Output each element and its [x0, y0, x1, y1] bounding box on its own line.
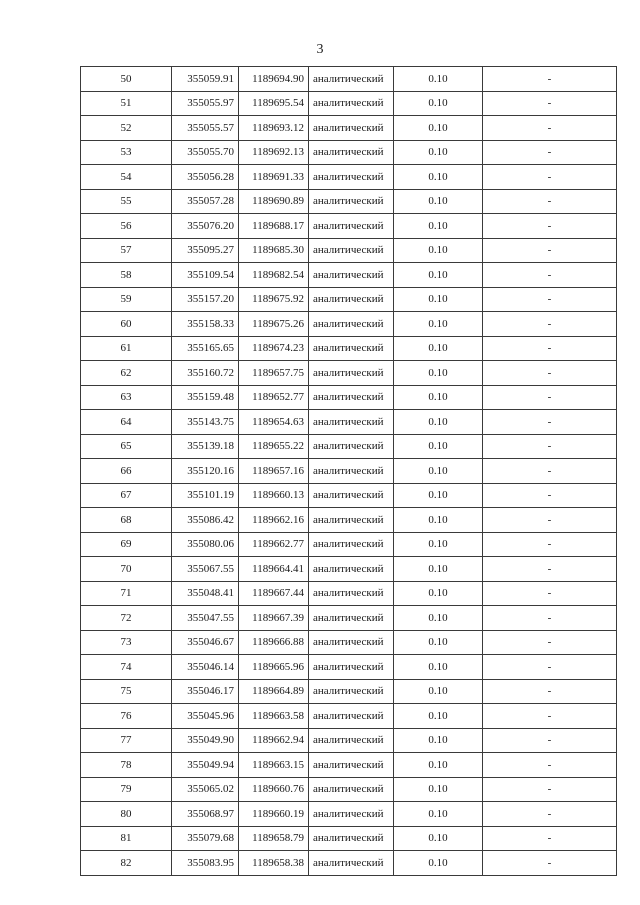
table-row [81, 91, 617, 116]
accuracy-cell: 0.10 [394, 67, 483, 92]
coord-x-cell: 355046.17 [172, 679, 239, 704]
method-cell: аналитический [309, 581, 394, 606]
coord-y-cell: 1189652.77 [239, 385, 309, 410]
coord-y-cell: 1189695.54 [239, 91, 309, 116]
method-cell: аналитический [309, 728, 394, 753]
coord-y-cell: 1189658.79 [239, 826, 309, 851]
coord-x-cell: 355101.19 [172, 483, 239, 508]
point-number-cell: 51 [81, 91, 172, 116]
table-row [81, 140, 617, 165]
table-row [81, 410, 617, 435]
note-cell: - [483, 826, 617, 851]
coord-y-cell: 1189675.92 [239, 287, 309, 312]
coordinate-table [80, 66, 617, 876]
table-row [81, 704, 617, 729]
coord-y-cell: 1189693.12 [239, 116, 309, 141]
note-cell: - [483, 728, 617, 753]
table-row [81, 606, 617, 631]
coord-x-cell: 355055.70 [172, 140, 239, 165]
note-cell: - [483, 434, 617, 459]
method-cell: аналитический [309, 189, 394, 214]
point-number-cell: 66 [81, 459, 172, 484]
coord-y-cell: 1189694.90 [239, 67, 309, 92]
accuracy-cell: 0.10 [394, 826, 483, 851]
table-row [81, 336, 617, 361]
note-cell: - [483, 606, 617, 631]
coord-y-cell: 1189691.33 [239, 165, 309, 190]
coord-y-cell: 1189657.75 [239, 361, 309, 386]
note-cell: - [483, 655, 617, 680]
coord-x-cell: 355160.72 [172, 361, 239, 386]
table-row [81, 189, 617, 214]
accuracy-cell: 0.10 [394, 581, 483, 606]
note-cell: - [483, 704, 617, 729]
method-cell: аналитический [309, 238, 394, 263]
coord-x-cell: 355055.57 [172, 116, 239, 141]
table-row [81, 581, 617, 606]
coord-x-cell: 355095.27 [172, 238, 239, 263]
method-cell: аналитический [309, 91, 394, 116]
point-number-cell: 63 [81, 385, 172, 410]
method-cell: аналитический [309, 385, 394, 410]
point-number-cell: 72 [81, 606, 172, 631]
note-cell: - [483, 410, 617, 435]
coord-x-cell: 355045.96 [172, 704, 239, 729]
table-row [81, 532, 617, 557]
coord-y-cell: 1189690.89 [239, 189, 309, 214]
note-cell: - [483, 385, 617, 410]
table-row [81, 826, 617, 851]
note-cell: - [483, 802, 617, 827]
note-cell: - [483, 630, 617, 655]
table-row [81, 214, 617, 239]
accuracy-cell: 0.10 [394, 508, 483, 533]
method-cell: аналитический [309, 802, 394, 827]
coord-y-cell: 1189692.13 [239, 140, 309, 165]
coord-y-cell: 1189674.23 [239, 336, 309, 361]
note-cell: - [483, 189, 617, 214]
coord-x-cell: 355067.55 [172, 557, 239, 582]
note-cell: - [483, 557, 617, 582]
point-number-cell: 62 [81, 361, 172, 386]
accuracy-cell: 0.10 [394, 385, 483, 410]
note-cell: - [483, 851, 617, 876]
coord-x-cell: 355049.94 [172, 753, 239, 778]
table-row [81, 557, 617, 582]
coord-y-cell: 1189654.63 [239, 410, 309, 435]
point-number-cell: 77 [81, 728, 172, 753]
coord-x-cell: 355109.54 [172, 263, 239, 288]
point-number-cell: 70 [81, 557, 172, 582]
note-cell: - [483, 91, 617, 116]
coord-y-cell: 1189665.96 [239, 655, 309, 680]
table-row [81, 287, 617, 312]
note-cell: - [483, 214, 617, 239]
table-row [81, 459, 617, 484]
coord-y-cell: 1189660.76 [239, 777, 309, 802]
note-cell: - [483, 116, 617, 141]
method-cell: аналитический [309, 777, 394, 802]
method-cell: аналитический [309, 826, 394, 851]
method-cell: аналитический [309, 312, 394, 337]
point-number-cell: 52 [81, 116, 172, 141]
coord-x-cell: 355143.75 [172, 410, 239, 435]
accuracy-cell: 0.10 [394, 459, 483, 484]
coord-y-cell: 1189675.26 [239, 312, 309, 337]
point-number-cell: 59 [81, 287, 172, 312]
accuracy-cell: 0.10 [394, 679, 483, 704]
coord-y-cell: 1189660.13 [239, 483, 309, 508]
note-cell: - [483, 165, 617, 190]
coord-y-cell: 1189658.38 [239, 851, 309, 876]
note-cell: - [483, 336, 617, 361]
point-number-cell: 56 [81, 214, 172, 239]
coord-x-cell: 355049.90 [172, 728, 239, 753]
accuracy-cell: 0.10 [394, 630, 483, 655]
method-cell: аналитический [309, 753, 394, 778]
point-number-cell: 73 [81, 630, 172, 655]
point-number-cell: 60 [81, 312, 172, 337]
accuracy-cell: 0.10 [394, 361, 483, 386]
method-cell: аналитический [309, 679, 394, 704]
point-number-cell: 61 [81, 336, 172, 361]
method-cell: аналитический [309, 140, 394, 165]
coord-y-cell: 1189660.19 [239, 802, 309, 827]
coord-y-cell: 1189662.94 [239, 728, 309, 753]
table-row [81, 802, 617, 827]
coord-y-cell: 1189655.22 [239, 434, 309, 459]
table-row [81, 165, 617, 190]
method-cell: аналитический [309, 361, 394, 386]
coord-x-cell: 355080.06 [172, 532, 239, 557]
coord-x-cell: 355159.48 [172, 385, 239, 410]
method-cell: аналитический [309, 532, 394, 557]
note-cell: - [483, 508, 617, 533]
table-row [81, 263, 617, 288]
point-number-cell: 64 [81, 410, 172, 435]
accuracy-cell: 0.10 [394, 238, 483, 263]
accuracy-cell: 0.10 [394, 557, 483, 582]
table-row [81, 679, 617, 704]
accuracy-cell: 0.10 [394, 312, 483, 337]
method-cell: аналитический [309, 67, 394, 92]
coord-y-cell: 1189682.54 [239, 263, 309, 288]
point-number-cell: 68 [81, 508, 172, 533]
coordinate-table-body [81, 67, 617, 876]
coord-x-cell: 355083.95 [172, 851, 239, 876]
point-number-cell: 74 [81, 655, 172, 680]
point-number-cell: 57 [81, 238, 172, 263]
point-number-cell: 67 [81, 483, 172, 508]
accuracy-cell: 0.10 [394, 263, 483, 288]
point-number-cell: 76 [81, 704, 172, 729]
accuracy-cell: 0.10 [394, 655, 483, 680]
table-row [81, 483, 617, 508]
point-number-cell: 55 [81, 189, 172, 214]
point-number-cell: 81 [81, 826, 172, 851]
accuracy-cell: 0.10 [394, 753, 483, 778]
coord-y-cell: 1189664.89 [239, 679, 309, 704]
note-cell: - [483, 483, 617, 508]
accuracy-cell: 0.10 [394, 336, 483, 361]
coord-y-cell: 1189662.77 [239, 532, 309, 557]
method-cell: аналитический [309, 410, 394, 435]
accuracy-cell: 0.10 [394, 802, 483, 827]
accuracy-cell: 0.10 [394, 777, 483, 802]
point-number-cell: 75 [81, 679, 172, 704]
accuracy-cell: 0.10 [394, 116, 483, 141]
table-row [81, 728, 617, 753]
method-cell: аналитический [309, 508, 394, 533]
table-row [81, 508, 617, 533]
table-row [81, 851, 617, 876]
method-cell: аналитический [309, 851, 394, 876]
accuracy-cell: 0.10 [394, 287, 483, 312]
coord-y-cell: 1189666.88 [239, 630, 309, 655]
note-cell: - [483, 238, 617, 263]
accuracy-cell: 0.10 [394, 704, 483, 729]
accuracy-cell: 0.10 [394, 410, 483, 435]
coord-x-cell: 355120.16 [172, 459, 239, 484]
table-row [81, 116, 617, 141]
point-number-cell: 79 [81, 777, 172, 802]
note-cell: - [483, 287, 617, 312]
accuracy-cell: 0.10 [394, 434, 483, 459]
coord-y-cell: 1189663.15 [239, 753, 309, 778]
point-number-cell: 69 [81, 532, 172, 557]
coord-x-cell: 355158.33 [172, 312, 239, 337]
note-cell: - [483, 263, 617, 288]
point-number-cell: 50 [81, 67, 172, 92]
table-row [81, 361, 617, 386]
note-cell: - [483, 777, 617, 802]
coord-x-cell: 355056.28 [172, 165, 239, 190]
table-row [81, 655, 617, 680]
accuracy-cell: 0.10 [394, 165, 483, 190]
accuracy-cell: 0.10 [394, 214, 483, 239]
coord-x-cell: 355057.28 [172, 189, 239, 214]
method-cell: аналитический [309, 606, 394, 631]
note-cell: - [483, 753, 617, 778]
coord-y-cell: 1189688.17 [239, 214, 309, 239]
coord-x-cell: 355068.97 [172, 802, 239, 827]
note-cell: - [483, 312, 617, 337]
accuracy-cell: 0.10 [394, 483, 483, 508]
method-cell: аналитический [309, 336, 394, 361]
accuracy-cell: 0.10 [394, 728, 483, 753]
note-cell: - [483, 459, 617, 484]
coord-y-cell: 1189685.30 [239, 238, 309, 263]
point-number-cell: 58 [81, 263, 172, 288]
accuracy-cell: 0.10 [394, 532, 483, 557]
coord-y-cell: 1189667.39 [239, 606, 309, 631]
accuracy-cell: 0.10 [394, 189, 483, 214]
point-number-cell: 54 [81, 165, 172, 190]
coord-x-cell: 355086.42 [172, 508, 239, 533]
point-number-cell: 53 [81, 140, 172, 165]
note-cell: - [483, 679, 617, 704]
coord-y-cell: 1189664.41 [239, 557, 309, 582]
coord-x-cell: 355079.68 [172, 826, 239, 851]
method-cell: аналитический [309, 483, 394, 508]
point-number-cell: 71 [81, 581, 172, 606]
point-number-cell: 78 [81, 753, 172, 778]
accuracy-cell: 0.10 [394, 851, 483, 876]
coord-x-cell: 355046.14 [172, 655, 239, 680]
accuracy-cell: 0.10 [394, 91, 483, 116]
coord-y-cell: 1189667.44 [239, 581, 309, 606]
accuracy-cell: 0.10 [394, 606, 483, 631]
accuracy-cell: 0.10 [394, 140, 483, 165]
coord-x-cell: 355047.55 [172, 606, 239, 631]
method-cell: аналитический [309, 704, 394, 729]
note-cell: - [483, 361, 617, 386]
method-cell: аналитический [309, 434, 394, 459]
coord-x-cell: 355065.02 [172, 777, 239, 802]
coord-x-cell: 355157.20 [172, 287, 239, 312]
note-cell: - [483, 67, 617, 92]
method-cell: аналитический [309, 214, 394, 239]
table-row [81, 630, 617, 655]
coord-y-cell: 1189662.16 [239, 508, 309, 533]
method-cell: аналитический [309, 557, 394, 582]
table-row [81, 385, 617, 410]
method-cell: аналитический [309, 459, 394, 484]
coord-x-cell: 355076.20 [172, 214, 239, 239]
table-row [81, 238, 617, 263]
table-row [81, 312, 617, 337]
coord-x-cell: 355055.97 [172, 91, 239, 116]
table-row [81, 67, 617, 92]
table-row [81, 777, 617, 802]
table-row [81, 434, 617, 459]
note-cell: - [483, 581, 617, 606]
method-cell: аналитический [309, 263, 394, 288]
coord-x-cell: 355059.91 [172, 67, 239, 92]
coord-y-cell: 1189663.58 [239, 704, 309, 729]
coord-x-cell: 355139.18 [172, 434, 239, 459]
table-row [81, 753, 617, 778]
method-cell: аналитический [309, 165, 394, 190]
coord-y-cell: 1189657.16 [239, 459, 309, 484]
coord-x-cell: 355165.65 [172, 336, 239, 361]
method-cell: аналитический [309, 287, 394, 312]
note-cell: - [483, 532, 617, 557]
method-cell: аналитический [309, 116, 394, 141]
coord-x-cell: 355048.41 [172, 581, 239, 606]
point-number-cell: 65 [81, 434, 172, 459]
note-cell: - [483, 140, 617, 165]
page-number: 3 [316, 42, 324, 57]
method-cell: аналитический [309, 630, 394, 655]
point-number-cell: 82 [81, 851, 172, 876]
coord-x-cell: 355046.67 [172, 630, 239, 655]
point-number-cell: 80 [81, 802, 172, 827]
method-cell: аналитический [309, 655, 394, 680]
